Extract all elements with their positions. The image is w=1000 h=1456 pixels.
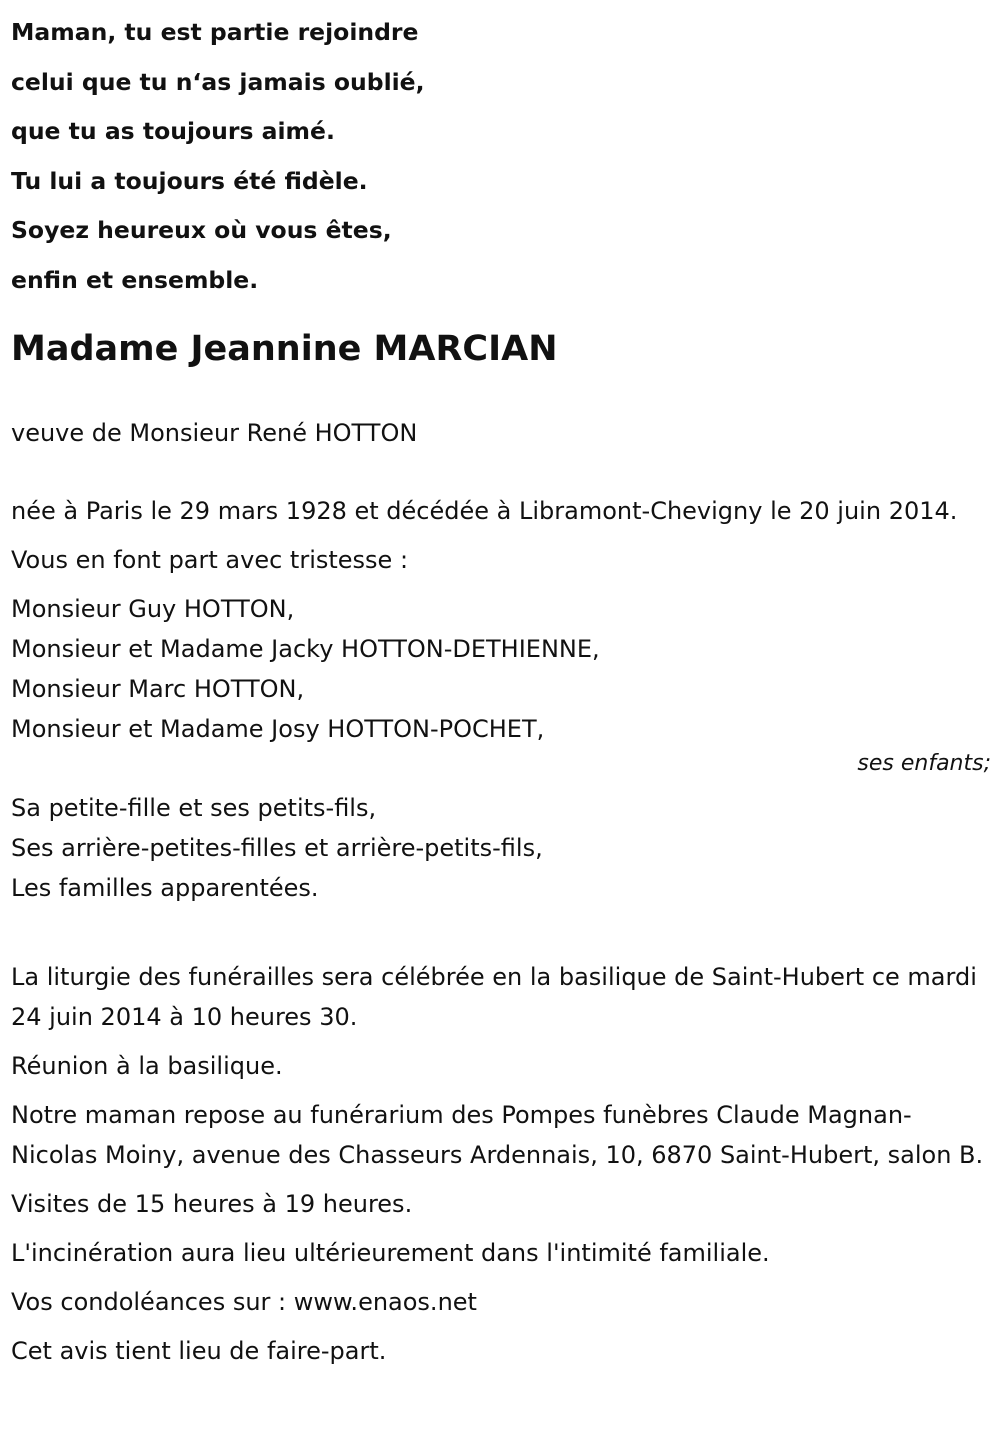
death-notice [11,0,991,1371]
children-list [11,589,991,749]
poem [11,0,991,305]
condolences-line: Vos condoléances sur : www.enaos.net [11,1288,477,1316]
rest-place-paragraph: Notre maman repose au funérarium des Pompes funèbres Claude Magnan-Nicolas Moiny, avenue des Chasseurs Ardennais, 10, 6870 Saint-Hubert, salon B. [11,1101,984,1169]
child-line: Monsieur et Madame Josy HOTTON-POCHET, [11,715,545,743]
liturgy-paragraph: La liturgie des funérailles sera célébrée en la basilique de Saint-Hubert ce mardi 24 juin 2014 à 10 heures 30. [11,963,977,1031]
birth-death-line: née à Paris le 29 mars 1928 et décédée à Libramont-Chevigny le 20 juin 2014. [11,497,958,525]
poem-line-3: que tu as toujours aimé. [11,117,335,145]
widow-line: veuve de Monsieur René HOTTON [11,419,418,447]
relative-line: Les familles apparentées. [11,874,319,902]
announce-intro: Vous en font part avec tristesse : [11,546,409,574]
child-line: Monsieur et Madame Jacky HOTTON-DETHIENNE, [11,635,600,663]
relatives-list [11,788,991,908]
child-line: Monsieur Marc HOTTON, [11,675,305,703]
relative-line: Ses arrière-petites-filles et arrière-petits-fils, [11,834,543,862]
meeting-line: Réunion à la basilique. [11,1052,283,1080]
poem-line-4: Tu lui a toujours été fidèle. [11,166,368,195]
cremation-line: L'incinération aura lieu ultérieurement dans l'intimité familiale. [11,1239,770,1267]
poem-line-6: enfin et ensemble. [11,265,259,294]
poem-line-2: celui que tu n‘as jamais oublié, [11,67,425,96]
deceased-name: Madame Jeannine MARCIAN [11,329,558,369]
notice-line: Cet avis tient lieu de faire-part. [11,1337,387,1365]
children-label: ses enfants; [857,751,991,776]
poem-line-1: Maman, tu est partie rejoindre [11,18,419,46]
child-line: Monsieur Guy HOTTON, [11,595,295,623]
poem-line-5: Soyez heureux où vous êtes, [11,216,392,244]
visits-line: Visites de 15 heures à 19 heures. [11,1190,413,1218]
relative-line: Sa petite-fille et ses petits-fils, [11,794,377,822]
